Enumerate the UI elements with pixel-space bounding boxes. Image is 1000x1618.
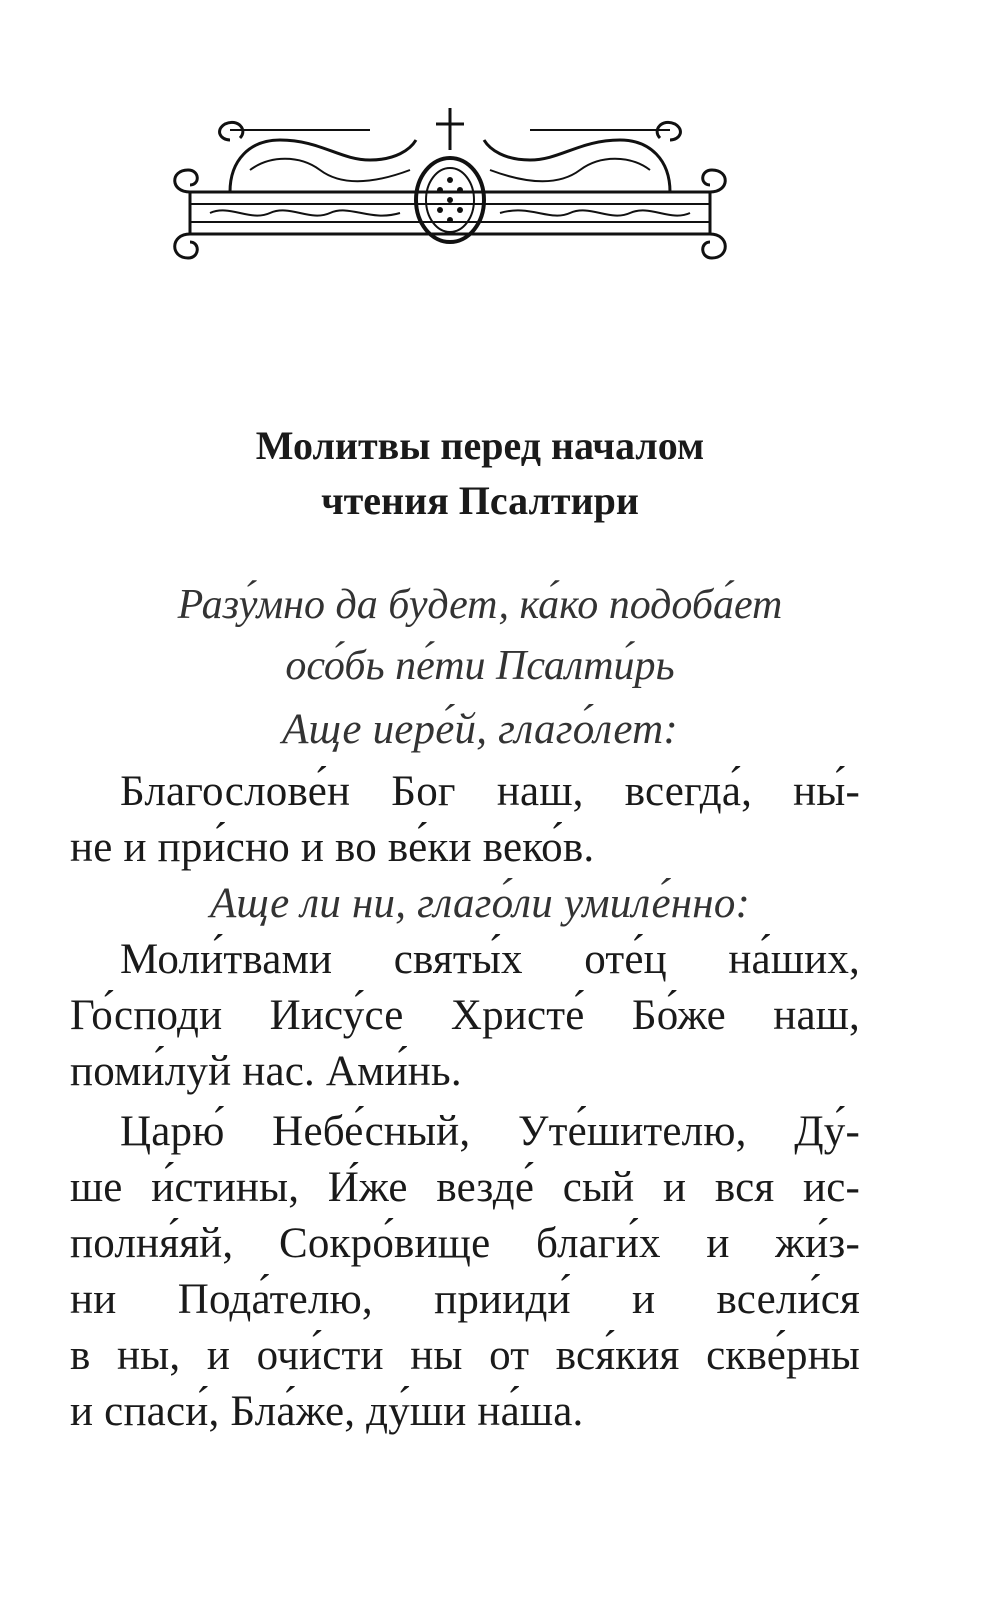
prayer1-line-1: Моли́твами святы́х оте́ц на́ших, — [120, 936, 860, 983]
prayer1-line-3: поми́луй нас. Ами́нь. — [70, 1048, 462, 1095]
rubric — [0, 575, 960, 697]
lay-rubric: Аще ли ни, глаго́ли умиле́нно: — [209, 880, 751, 927]
page-title — [0, 418, 960, 528]
rubric-line-1: Разу́мно да будет, ка́ко подоба́ет — [177, 582, 783, 628]
headpiece-ornament — [170, 100, 770, 270]
prayer1-line-2: Го́споди Иису́се Христе́ Бо́же наш, — [70, 992, 860, 1039]
prayer2-line-6: и спаси́, Бла́же, ду́ши на́ша. — [70, 1388, 584, 1435]
blessing-line-2: не и при́сно и во ве́ки веко́в. — [70, 824, 595, 871]
priest-rubric: Аще иере́й, глаго́лет: — [282, 706, 678, 753]
title-line-2: чтения Псалтири — [321, 478, 639, 523]
prayer2-line-2: ше и́стины, И́же везде́ сый и вся ис- — [70, 1164, 860, 1211]
prayer2-line-4: ни Пода́телю, прииди́ и всели́ся — [70, 1276, 860, 1323]
prayer2-line-5: в ны, и очи́сти ны от вся́кия скве́рны — [70, 1332, 860, 1379]
title-line-1: Молитвы перед началом — [255, 423, 705, 468]
rubric-line-2: осо́бь пе́ти Псалти́рь — [285, 643, 675, 689]
prayer2-line-1: Царю́ Небе́сный, Уте́шителю, Ду́- — [120, 1108, 860, 1155]
blessing-line-1: Благослове́н Бог наш, всегда́, ны́- — [120, 768, 860, 815]
prayer2-line-3: полня́яй, Сокро́вище благи́х и жи́з- — [70, 1220, 860, 1267]
